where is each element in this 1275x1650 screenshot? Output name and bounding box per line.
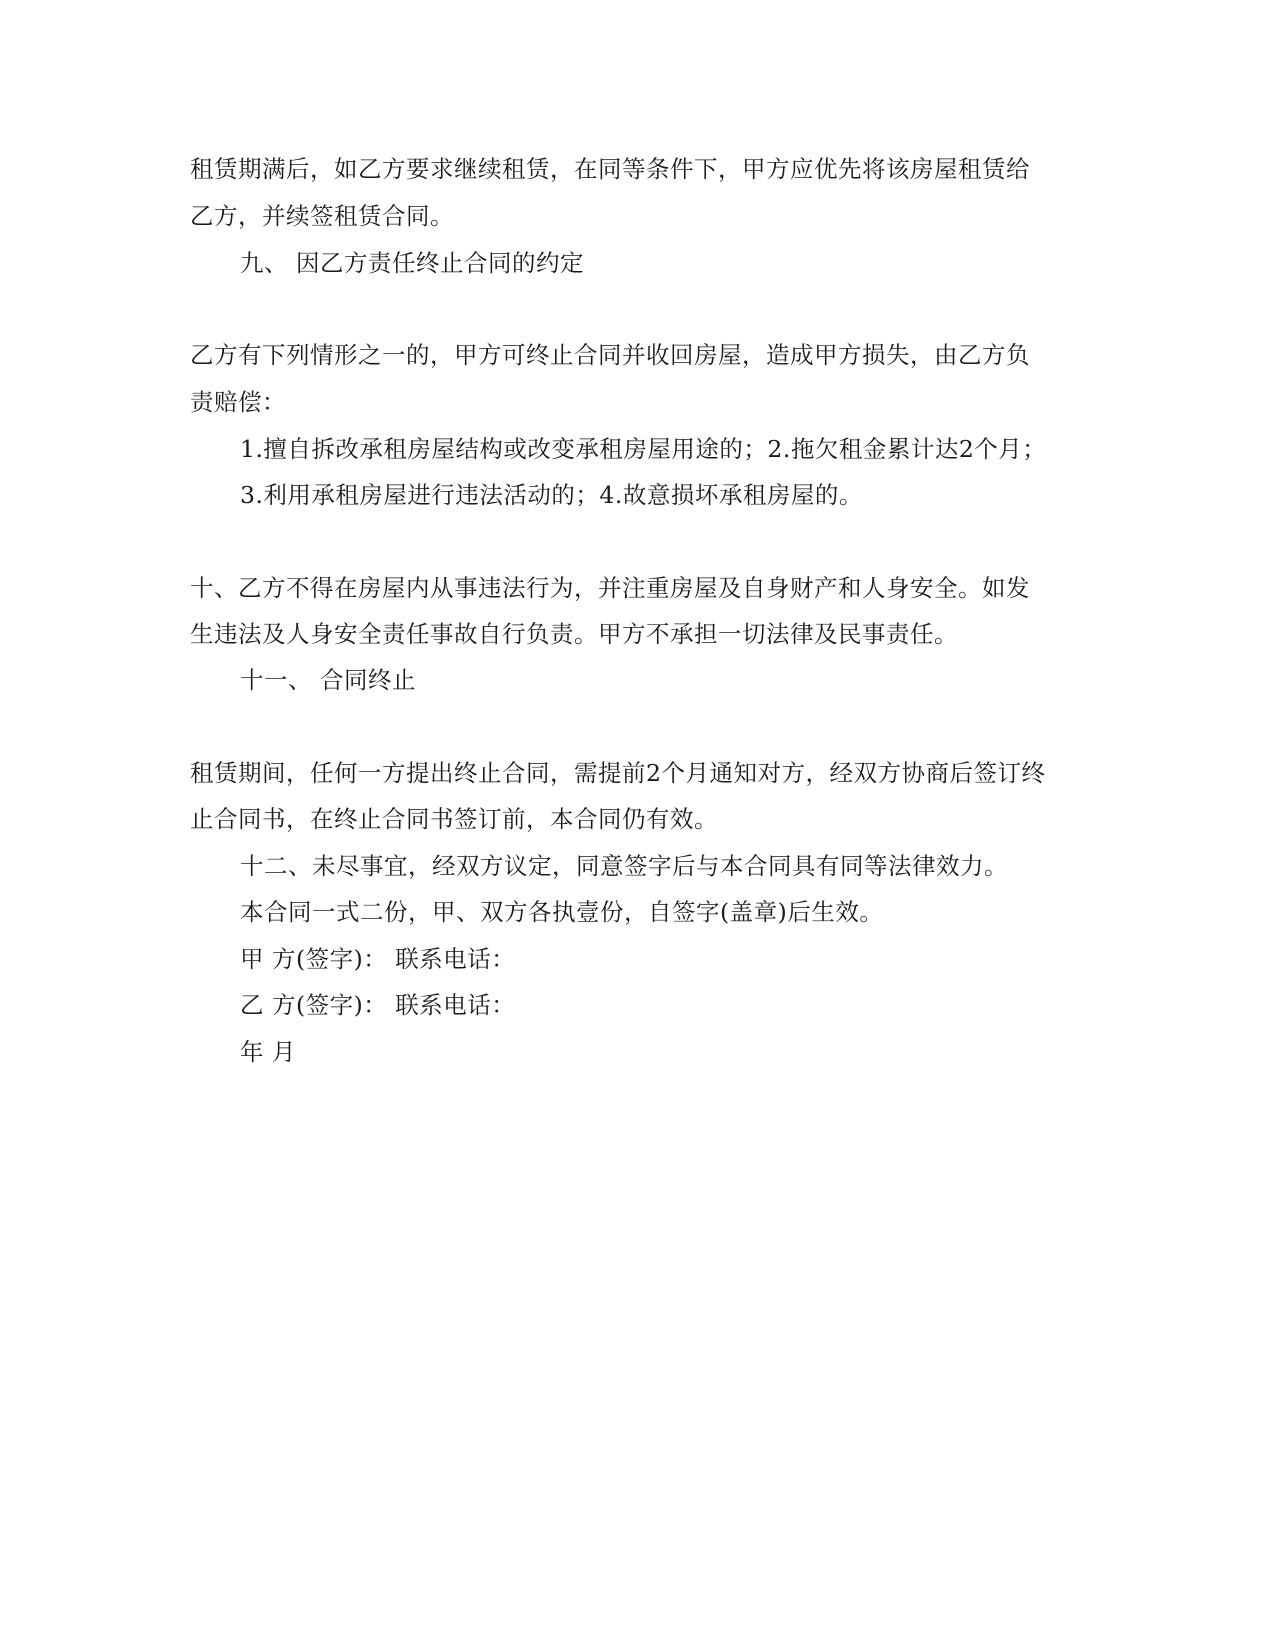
list-items-line-2: 3.利用承租房屋进行违法活动的；4.故意损坏承租房屋的。 <box>240 481 863 509</box>
section-heading-9: 九、 因乙方责任终止合同的约定 <box>240 249 584 277</box>
paragraph-renewal-line-2: 乙方，并续签租赁合同。 <box>190 202 454 230</box>
paragraph-contract-end-line-2: 止合同书，在终止合同书签订前，本合同仍有效。 <box>190 805 718 833</box>
paragraph-copies: 本合同一式二份，甲、双方各执壹份，自签字(盖章)后生效。 <box>240 898 884 926</box>
paragraph-renewal-line-1: 租赁期满后，如乙方要求继续租赁，在同等条件下，甲方应优先将该房屋租赁给 <box>190 155 1030 183</box>
signature-party-b: 乙 方(签字)： 联系电话： <box>240 991 516 1019</box>
paragraph-termination-line-1: 乙方有下列情形之一的，甲方可终止合同并收回房屋，造成甲方损失，由乙方负 <box>190 341 1030 369</box>
signature-party-a: 甲 方(签字)： 联系电话： <box>240 945 516 973</box>
section-heading-11: 十一、 合同终止 <box>240 666 416 694</box>
paragraph-section-12: 十二、未尽事宜，经双方议定，同意签字后与本合同具有同等法律效力。 <box>240 852 1008 880</box>
list-items-line-1: 1.擅自拆改承租房屋结构或改变承租房屋用途的；2.拖欠租金累计达2个月； <box>240 435 1047 463</box>
paragraph-termination-line-2: 责赔偿： <box>190 388 286 416</box>
paragraph-section-10-line-2: 生违法及人身安全责任事故自行负责。甲方不承担一切法律及民事责任。 <box>190 620 958 648</box>
paragraph-contract-end-line-1: 租赁期间，任何一方提出终止合同，需提前2个月通知对方，经双方协商后签订终 <box>190 759 1046 787</box>
signature-date: 年 月 <box>240 1038 296 1066</box>
paragraph-section-10-line-1: 十、乙方不得在房屋内从事违法行为，并注重房屋及自身财产和人身安全。如发 <box>190 574 1030 602</box>
